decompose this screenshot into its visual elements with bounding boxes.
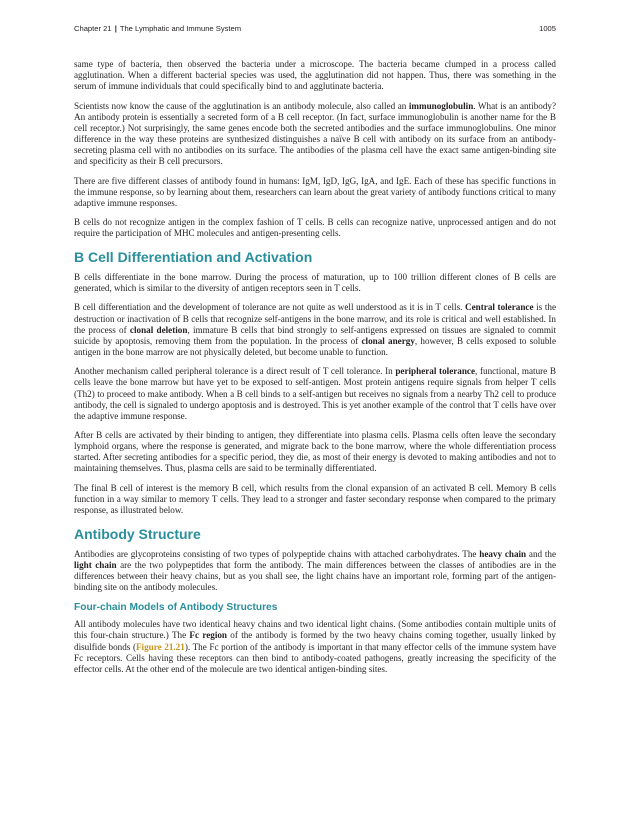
subsection-heading-four-chain-models: Four-chain Models of Antibody Structures [74,602,278,614]
paragraph-b-cell-maturation: B cells differentiate in the bone marrow. During the process of maturation, up to 100 trillion different clones of B cells are generated, which is similar to the diversity of antigen receptors seen in T cells. [74,271,556,293]
paragraph-b-cell-recognition: B cells do not recognize antigen in the complex fashion of T cells. B cells can recognize native, unprocessed antigen and do not require the participation of MHC molecules and antigen-presenting cells. [74,217,556,239]
term-clonal-anergy: clonal anergy [361,335,415,346]
header-separator: | [114,24,117,33]
chapter-title: The Lymphatic and Immune System [119,24,242,33]
term-light-chain: light chain [74,559,117,570]
paragraph-immunoglobulin: Scientists now know the cause of the agglutination is an antibody molecule, also called an immunoglobulin. What is an antibody? An antibody protein is essentially a secreted form of a B cell receptor. (In fact, surface immunoglobulin is another name for the B cell receptor.) Not surprisingly, the same genes encode both the secreted antibodies and the surface immunoglobulins. One minor difference in the way these proteins are synthesized distinguishes a naïve B cell with antibody on its surface from an antibody-secreting plasma cell with no antibodies on its surface. The antibodies of the plasma cell have the exact same antigen-binding site and specificity as their B cell precursors. [74,100,556,167]
paragraph-memory-b-cell: The final B cell of interest is the memory B cell, which results from the clonal expansion of an activated B cell. Memory B cells function in a way similar to memory T cells. They lead to a stronger and faster secondary response when compared to the primary response, as illustrated below. [74,482,556,516]
chapter-label: Chapter 21 | The Lymphatic and Immune System [74,24,242,33]
paragraph-four-chain-structure: All antibody molecules have two identical heavy chains and two identical light chains. (Some antibodies contain multiple units of this four-chain structure.) The Fc region of the antibody is formed by the two heavy chains coming together, usually linked by disulfide bonds (Figure 21.21). The Fc portion of the antibody is important in that many effector cells of the immune system have Fc receptors. Cells having these receptors can then bind to antibody-coated pathogens, greatly increasing the specificity of the effector cells. At the other end of the molecule are two identical antigen-binding sites. [74,619,556,674]
term-heavy-chain: heavy chain [479,548,527,559]
page-number: 1005 [539,24,556,33]
page-body [74,59,556,683]
section-heading-antibody-structure: Antibody Structure [74,525,201,542]
section-heading-b-cell-differentiation: B Cell Differentiation and Activation [74,248,313,265]
paragraph-antibody-classes: There are five different classes of antibody found in humans: IgM, IgD, IgG, IgA, and IgE. Each of these has specific functions in the immune response, so by learning about them, researchers can learn about the great variety of antibody functions critical to many adaptive immune responses. [74,175,556,208]
term-immunoglobulin: immunoglobulin [408,100,474,111]
paragraph-agglutination: same type of bacteria, then observed the bacteria under a microscope. The bacteria became clumped in a process called agglutination. When a different bacterial species was used, the agglutination did not happen. Thus, there was something in the serum of immune individuals that could specifically bind to and agglutinate bacteria. [74,59,556,92]
figure-reference-link[interactable]: Figure 21.21 [135,641,185,652]
paragraph-central-tolerance: B cell differentiation and the development of tolerance are not quite as well understood as it is in T cells. Central tolerance is the destruction or inactivation of B cells that recognize self-antigens in the bone marrow, and its role is critical and well established. In the process of clonal deletion, immature B cells that bind strongly to self-antigens expressed on tissues are signaled to commit suicide by apoptosis, removing them from the population. In the process of clonal anergy, however, B cells exposed to soluble antigen in the bone marrow are not physically deleted, but become unable to function. [74,302,557,357]
term-central-tolerance: Central tolerance [465,302,534,313]
paragraph-glycoproteins: Antibodies are glycoproteins consisting of two types of polypeptide chains with attached carbohydrates. The heavy chain and the light chain are the two polypeptides that form the antibody. The main differences between the classes of antibodies are in the differences between their heavy chains, but as you shall see, the light chains have an important role, forming part of the antigen-binding site on the antibody molecules. [74,548,557,592]
paragraph-plasma-cells: After B cells are activated by their binding to antigen, they differentiate into plasma cells. Plasma cells often leave the secondary lymphoid organs, where the response is generated, and migrate back to the bone marrow, where the whole differentiation process started. After secreting antibodies for a specific period, they die, as most of their energy is devoted to making antibodies and not to maintaining themselves. Thus, plasma cells are said to be terminally differentiated. [74,430,556,474]
paragraph-peripheral-tolerance: Another mechanism called peripheral tolerance is a direct result of T cell tolerance. In peripheral tolerance, functional, mature B cells leave the bone marrow but have yet to be exposed to self-antigen. Most protein antigens require signals from helper T cells (Th2) to proceed to make antibody. When a B cell binds to a self-antigen but receives no signals from a nearby Th2 cell to produce antibody, the cell is signaled to undergo apoptosis and is destroyed. This is yet another example of the control that T cells have over the adaptive immune response. [74,366,556,421]
term-peripheral-tolerance: peripheral tolerance [395,366,476,377]
term-fc-region: Fc region [189,630,228,641]
term-clonal-deletion: clonal deletion [129,324,188,335]
